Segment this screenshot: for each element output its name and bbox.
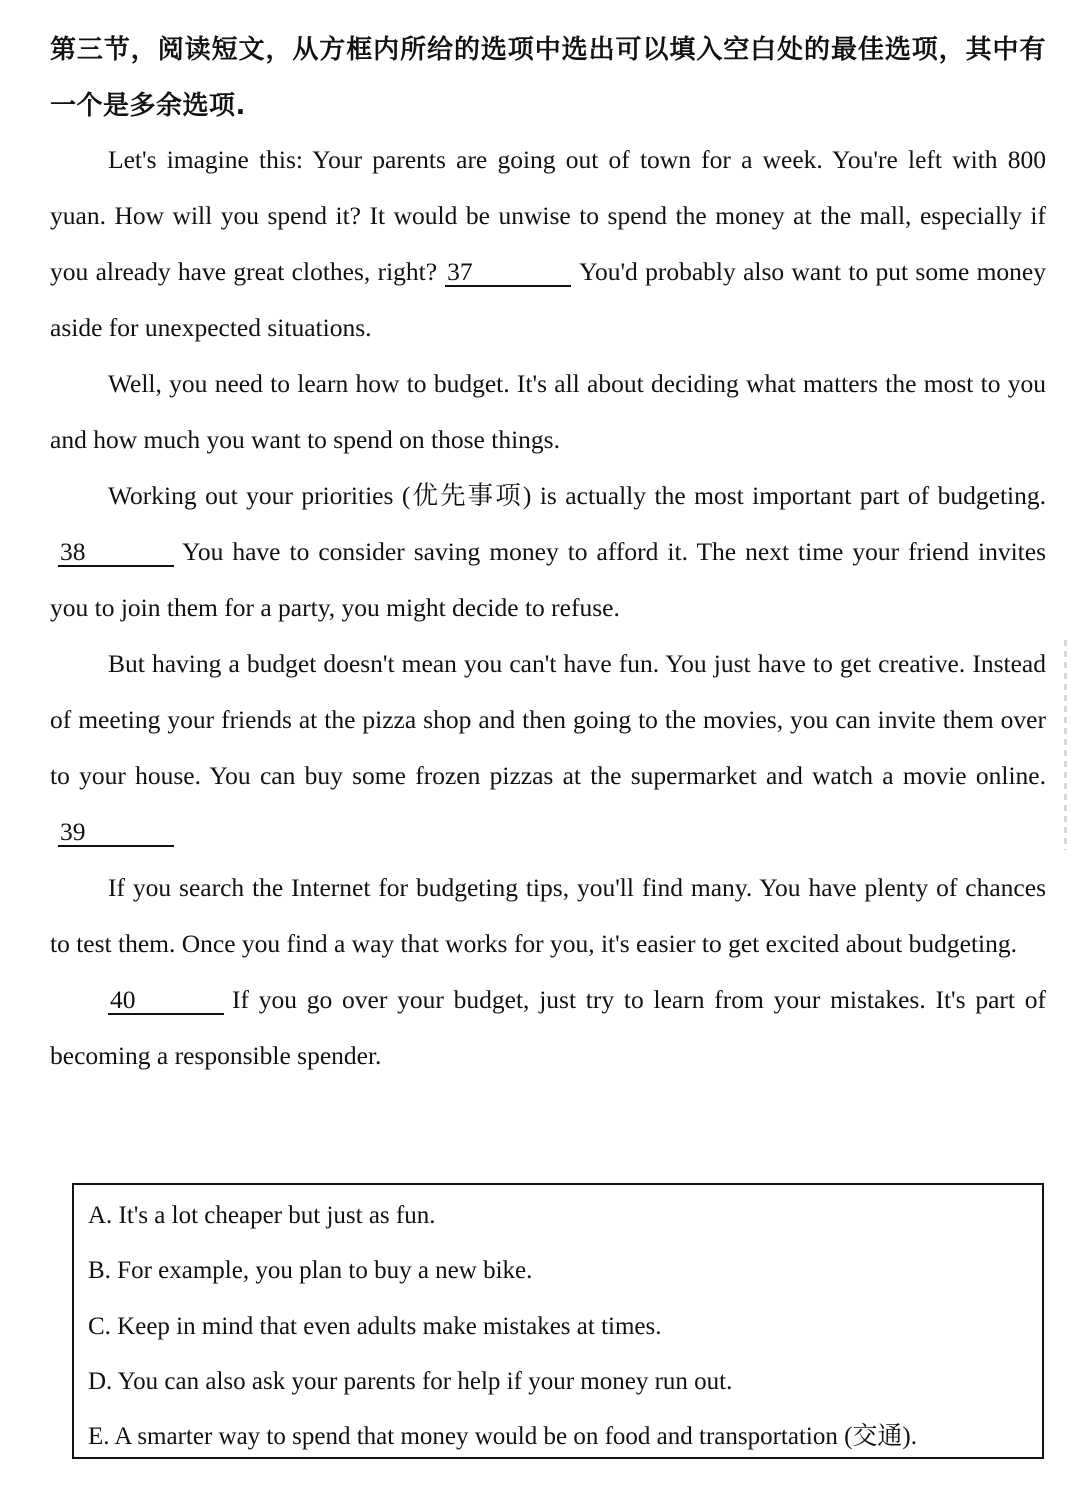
paragraph-text: If you search the Internet for budgeting tips, you'll find many. You have plenty of chances to test them. Once you find a way that works for you, it's easier to get excited about budgeting. [50,873,1046,958]
passage-paragraph-3 [50,468,1046,636]
paragraph-text: Well, you need to learn how to budget. It's all about deciding what matters the most to you and how much you want to spend on those things. [50,369,1046,454]
paragraph-text: You have to consider saving money to afford it. The next time your friend invites you to join them for a party, you might decide to refuse. [50,537,1046,622]
paragraph-text: Working out your priorities (优先事项) is actually the most important part of budgeting. [108,481,1046,510]
paragraph-text: You'd probably also want to put some money aside for unexpected situations. [50,257,1046,342]
option-e: E. A smarter way to spend that money would be on food and transportation (交通). [88,1423,918,1450]
blank-37: 37 [445,259,571,287]
paragraph-text: Let's imagine this: Your parents are going out of town for a week. You're left with 800 yuan. How will you spend it? It would be unwise to spend the money at the mall, especially if you already have great clothes, right? [50,145,1046,286]
reading-passage [50,132,1046,1084]
passage-paragraph-4 [50,636,1046,860]
option-a: A. It's a lot cheaper but just as fun. [88,1202,436,1229]
passage-paragraph-6 [50,972,1046,1084]
options-box [72,1183,1044,1459]
passage-paragraph-5 [50,860,1046,972]
option-b: B. For example, you plan to buy a new bike. [88,1257,533,1284]
blank-40: 40 [108,987,224,1015]
blank-38: 38 [58,539,174,567]
blank-39: 39 [58,819,174,847]
scan-edge-artifact [1064,640,1067,850]
paragraph-text: If you go over your budget, just try to learn from your mistakes. It's part of becoming a responsible spender. [50,985,1046,1070]
option-d: D. You can also ask your parents for help if your money run out. [88,1368,733,1395]
passage-paragraph-1 [50,132,1046,356]
option-c: C. Keep in mind that even adults make mistakes at times. [88,1313,662,1340]
paragraph-text: But having a budget doesn't mean you can't have fun. You just have to get creative. Instead of meeting your friends at the pizza shop and then going to the movies, you can invite them over to your house. You can buy some frozen pizzas at the supermarket and watch a movie online. [50,649,1046,790]
section-instruction: 第三节，阅读短文，从方框内所给的选项中选出可以填入空白处的最佳选项，其中有一个是多余选项. [50,35,1046,121]
passage-paragraph-2 [50,356,1046,468]
